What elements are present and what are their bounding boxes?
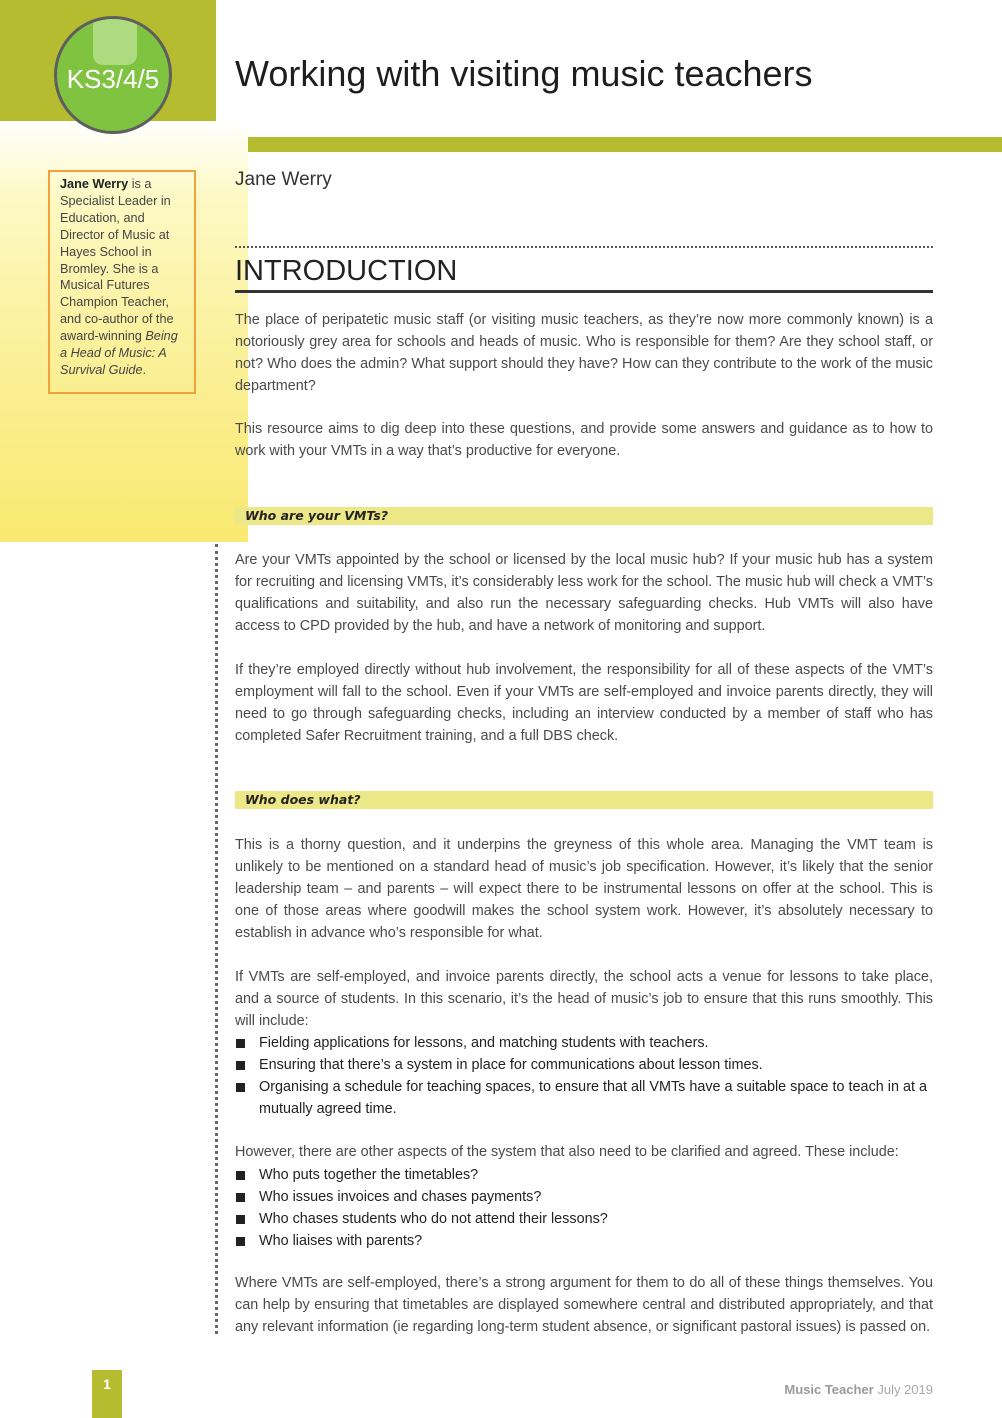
side-dotted-line [215,544,218,1334]
dotted-divider [235,246,933,248]
author-byline: Jane Werry [235,169,332,190]
section-heading-bar [235,791,933,809]
key-stage-badge [54,16,172,134]
list-item: Ensuring that there’s a system in place for communications about lesson times. [235,1054,933,1076]
list-item: Who chases students who do not attend their lessons? [235,1208,933,1230]
bullet-square-icon [236,1193,245,1202]
list-item: Organising a schedule for teaching spaces, to ensure that all VMTs have a suitable space to teach in at a mutually agreed time. [235,1076,933,1120]
section1-paragraph-1: Are your VMTs appointed by the school or licensed by the local music hub? If your music hub has a system for recruiting and licensing VMTs, it’s considerably less work for the school. The music hub will check a VMT’s qualifications and suitability, and also run the necessary safeguarding checks. Hub VMTs will also have access to CPD provided by the hub, and have a network of monitoring and support. [235,552,933,634]
list-item: Who issues invoices and chases payments? [235,1186,933,1208]
bio-name: Jane Werry [60,177,129,191]
footer-publication [784,1382,933,1398]
section2-paragraph-2: If VMTs are self-employed, and invoice parents directly, the school acts a venue for lessons to take place, and a source of students. In this scenario, it’s the head of music’s job to ensure that this runs smoothly. This will include: [235,969,933,1029]
section2-paragraph-4: Where VMTs are self-employed, there’s a strong argument for them to do all of these things themselves. You can help by ensuring that timetables are displayed somewhere central and distributed appropriately, and that any relevant information (ie regarding long-term student absence, or significant pastoral issues) is passed on. [235,1275,933,1335]
intro-paragraph-2: This resource aims to dig deep into these questions, and provide some answers and guidance as to how to work with your VMTs in a way that’s productive for everyone. [235,421,933,459]
section2-paragraph-3: However, there are other aspects of the system that also need to be clarified and agreed. These include: [235,1144,899,1160]
bio-text: is a Specialist Leader in Education, and Director of Music at Hayes School in Bromley. She is a Musical Futures Champion Teacher, and co-author of the award-winning [60,177,174,344]
page-title: Working with visiting music teachers [235,53,813,94]
section-heading: Who are your VMTs? [245,508,389,523]
badge-highlight [93,16,137,65]
responsibilities-list [235,1032,933,1120]
bullet-square-icon [236,1215,245,1224]
bio-end: . [142,362,147,377]
page-number: 1 [92,1370,122,1418]
section2-paragraph-1: This is a thorny question, and it underpins the greyness of this whole area. Managing the VMT team is unlikely to be mentioned on a standard head of music’s job specification. However, it’s likely that the senior leadership team – and parents – will expect there to be instrumental lessons on offer at the school. This is one of those areas where goodwill makes the school system work. However, it’s absolutely necessary to establish in advance who’s responsible for what. [235,837,933,941]
questions-list [235,1164,933,1252]
badge-label: KS3/4/5 [66,64,160,94]
bullet-square-icon [236,1061,245,1070]
intro-rule [235,290,933,293]
section-heading: Who does what? [245,792,361,807]
title-rule [248,137,1002,152]
author-bio-box [48,170,196,394]
publication-date: July 2019 [873,1382,933,1397]
bullet-square-icon [236,1237,245,1246]
bullet-square-icon [236,1039,245,1048]
list-item: Who puts together the timetables? [235,1164,933,1186]
intro-heading: INTRODUCTION [235,255,458,287]
publication-name: Music Teacher [784,1382,874,1397]
bio-book-title: Being a Head of Music: A Survival Guide [60,329,178,377]
bullet-square-icon [236,1171,245,1180]
intro-paragraph-1: The place of peripatetic music staff (or visiting music teachers, as they’re now more commonly known) is a notoriously grey area for schools and heads of music. Who is responsible for them? Are they school staff, or not? Who does the admin? What support should they have? How can they contribute to the work of the music department? [235,312,933,394]
list-item: Fielding applications for lessons, and matching students with teachers. [235,1032,933,1054]
bullet-square-icon [236,1083,245,1092]
section1-paragraph-2: If they’re employed directly without hub involvement, the responsibility for all of these aspects of the VMT’s employment will fall to the school. Even if your VMTs are self-employed and invoice parents directly, they will need to go through safeguarding checks, including an interview conducted by a member of staff who has completed Safer Recruitment training, and a full DBS check. [235,662,933,744]
list-item: Who liaises with parents? [235,1230,933,1252]
section-heading-bar [235,507,933,525]
